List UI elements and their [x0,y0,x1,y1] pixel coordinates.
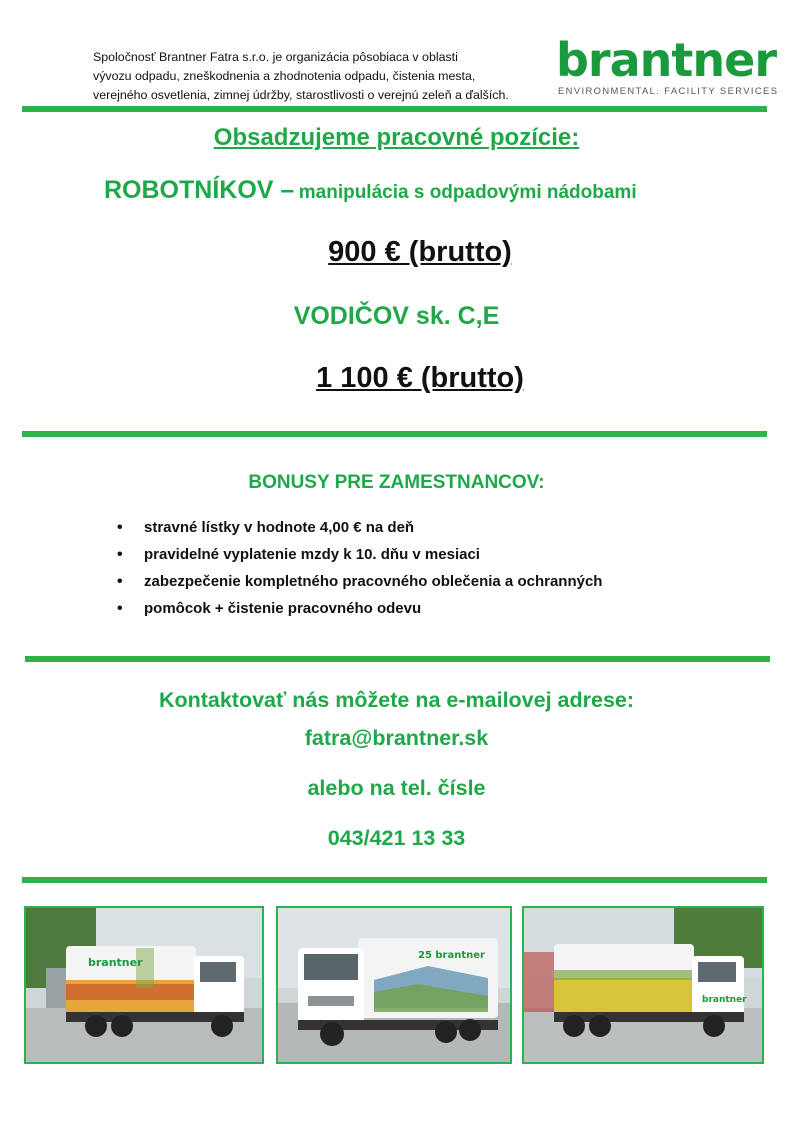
job-drivers-salary: 1 100 € (brutto) [316,362,524,394]
divider [22,106,767,112]
contact-intro: Kontaktovať nás môžete na e-mailovej adrese: [158,688,635,712]
divider [22,431,767,437]
truck-label: 25 brantner [418,950,485,961]
bonus-item: • pravidelné vyplatenie mzdy k 10. dňu v mesiaci [112,541,712,568]
bonus-heading: BONUSY PRE ZAMESTNANCOV: [248,472,545,493]
job-workers-title: ROBOTNÍKOV – [104,176,295,204]
bonus-item: • zabezpečenie kompletného pracovného oblečenia a ochranných [112,568,712,595]
intro-line: verejného osvetlenia, zimnej údržby, starostlivosti o verejnú zeleň a ďalších. [93,88,509,102]
contact-email[interactable]: fatra@brantner.sk [304,726,489,750]
contact-phone-intro: alebo na tel. čísle [307,776,486,800]
truck-photo [522,906,764,1064]
positions-heading: Obsadzujeme pracovné pozície: [213,124,580,151]
brantner-logo [556,33,779,98]
bonus-list [112,514,712,622]
truck-photo-image [278,908,510,1062]
contact-phone[interactable]: 043/421 13 33 [327,826,466,850]
job-workers-description: manipulácia s odpadovými nádobami [298,182,637,203]
intro-line: Spoločnosť Brantner Fatra s.r.o. je organizácia pôsobiaca v oblasti [93,50,458,64]
truck-label: brantner [88,956,143,969]
bonus-item: • stravné lístky v hodnote 4,00 € na deň [112,514,712,541]
bonus-item-continued: • pomôcok + čistenie pracovného odevu [112,595,712,622]
truck-photo [24,906,264,1064]
truck-label: brantner [702,995,747,1005]
job-workers [104,176,637,205]
job-workers-salary: 900 € (brutto) [328,236,512,268]
logo-tagline: ENVIRONMENTAL. FACILITY SERVICES [558,85,779,96]
divider [22,877,767,883]
truck-photo-image [26,908,262,1062]
divider [25,656,770,662]
truck-photo-image [524,908,762,1062]
job-drivers-title: VODIČOV sk. C,E [293,302,500,330]
logo-wordmark: brantner [556,33,777,87]
intro-line: vývozu odpadu, zneškodnenia a zhodnotenia odpadu, čistenia mesta, [93,69,476,83]
truck-photo [276,906,512,1064]
company-intro [93,48,553,105]
